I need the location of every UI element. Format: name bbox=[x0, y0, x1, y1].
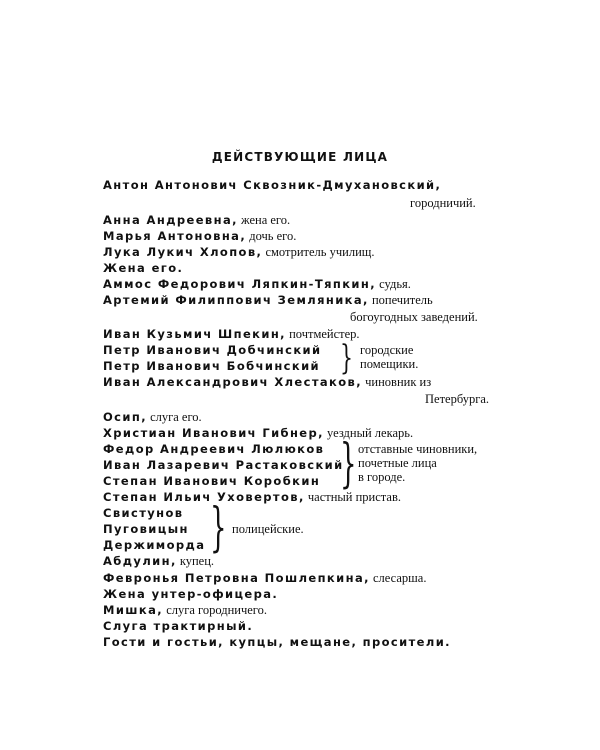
cast-line: Христиан Иванович Гибнер, уездный лекарь. bbox=[103, 426, 414, 440]
cast-line: Жена его. bbox=[103, 261, 184, 275]
cast-line: Иван Лазаревич Растаковский bbox=[103, 458, 344, 472]
cast-line-continuation: Петербурга. bbox=[425, 392, 490, 406]
cast-line: Слуга трактирный. bbox=[103, 619, 254, 633]
cast-line: Степан Иванович Коробкин bbox=[103, 474, 321, 488]
cast-line: Жена унтер-офицера. bbox=[103, 587, 279, 601]
cast-line: Свистунов bbox=[103, 506, 184, 520]
group-note-officials: отставные чиновники, почетные лица в городе. bbox=[358, 442, 478, 484]
cast-line: Петр Иванович Бобчинский bbox=[103, 359, 320, 373]
cast-line: Антон Антонович Сквозник-Дмухановский, bbox=[103, 178, 442, 192]
cast-line: Аммос Федорович Ляпкин-Тяпкин, судья. bbox=[103, 277, 411, 291]
group-brace: } bbox=[210, 498, 227, 558]
cast-line: Держиморда bbox=[103, 538, 206, 552]
cast-line: Федор Андреевич Люлюков bbox=[103, 442, 325, 456]
cast-line: Артемий Филиппович Земляника, попечитель bbox=[103, 293, 433, 307]
group-note-landowners: городские помещики. bbox=[360, 343, 419, 371]
group-brace: } bbox=[340, 338, 353, 378]
group-brace: } bbox=[340, 434, 357, 494]
cast-line: Пуговицын bbox=[103, 522, 189, 536]
cast-line: Марья Антоновна, дочь его. bbox=[103, 229, 297, 243]
page-title: ДЕЙСТВУЮЩИЕ ЛИЦА bbox=[211, 150, 389, 164]
cast-line: Мишка, слуга городничего. bbox=[103, 603, 267, 617]
cast-line: Иван Александрович Хлестаков, чиновник из bbox=[103, 375, 432, 389]
cast-line-continuation: городничий. bbox=[410, 196, 476, 210]
cast-line: Февронья Петровна Пошлепкина, слесарша. bbox=[103, 571, 427, 585]
group-note-police: полицейские. bbox=[232, 522, 304, 536]
cast-line: Анна Андреевна, жена его. bbox=[103, 213, 291, 227]
cast-line: Гости и гостьи, купцы, мещане, просители. bbox=[103, 635, 451, 649]
cast-line: Иван Кузьмич Шпекин, почтмейстер. bbox=[103, 327, 360, 341]
cast-line: Степан Ильич Уховертов, частный пристав. bbox=[103, 490, 401, 504]
cast-line: Абдулин, купец. bbox=[103, 554, 215, 568]
cast-line: Петр Иванович Добчинский bbox=[103, 343, 322, 357]
cast-line-continuation: богоугодных заведений. bbox=[350, 310, 478, 324]
cast-line: Лука Лукич Хлопов, смотритель училищ. bbox=[103, 245, 375, 259]
cast-line: Осип, слуга его. bbox=[103, 410, 202, 424]
